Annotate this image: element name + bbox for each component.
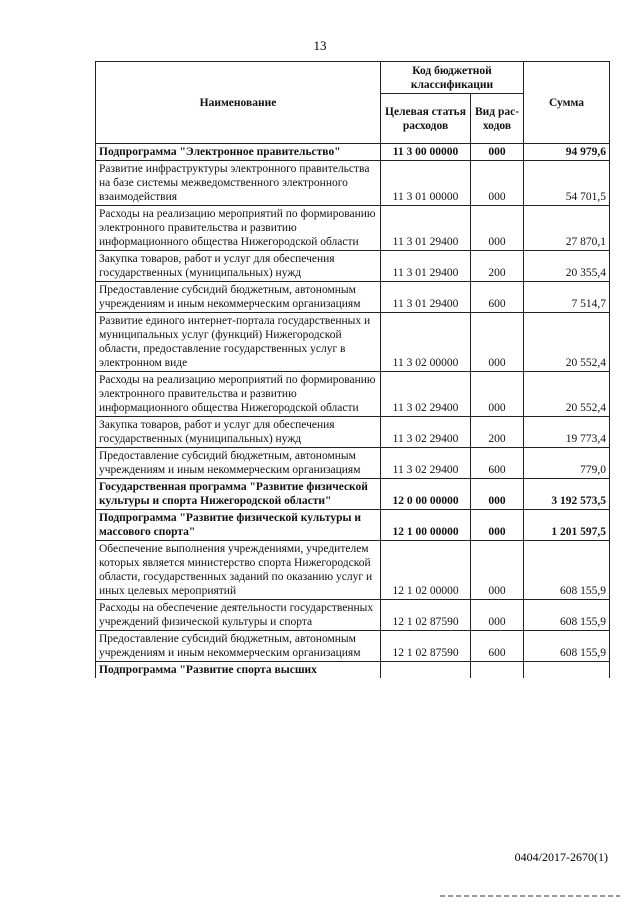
cell-amount: 7 514,7	[524, 282, 610, 313]
table-row	[96, 479, 610, 510]
cell-expense-type: 000	[471, 541, 524, 600]
cell-target-article: 12 1 00 00000	[381, 510, 471, 541]
cell-amount: 20 552,4	[524, 313, 610, 372]
cell-target-article: 11 3 01 29400	[381, 282, 471, 313]
header-code-group: Код бюджетной классификации	[381, 62, 524, 94]
cell-expense-type: 000	[471, 206, 524, 251]
cell-amount	[524, 662, 610, 679]
cell-target-article: 11 3 02 00000	[381, 313, 471, 372]
cell-target-article: 12 1 02 00000	[381, 541, 471, 600]
table-row	[96, 282, 610, 313]
cell-expense-type: 200	[471, 251, 524, 282]
header-name: Наименование	[96, 62, 381, 144]
cell-amount: 608 155,9	[524, 631, 610, 662]
table-row	[96, 510, 610, 541]
budget-table	[95, 61, 610, 678]
cell-amount: 94 979,6	[524, 144, 610, 161]
cell-amount: 27 870,1	[524, 206, 610, 251]
cell-target-article: 11 3 02 29400	[381, 417, 471, 448]
cell-name: Расходы на обеспечение деятельности государственных учреждений физической культуры и спорта	[96, 600, 381, 631]
cell-target-article: 12 1 02 87590	[381, 631, 471, 662]
cell-amount: 1 201 597,5	[524, 510, 610, 541]
page-number: 13	[313, 38, 327, 53]
cell-target-article: 11 3 02 29400	[381, 448, 471, 479]
cell-target-article: 11 3 02 29400	[381, 372, 471, 417]
cell-name: Государственная программа "Развитие физической культуры и спорта Нижегородской области"	[96, 479, 381, 510]
table-row	[96, 662, 610, 679]
table-row	[96, 206, 610, 251]
cell-expense-type: 000	[471, 479, 524, 510]
cell-amount: 3 192 573,5	[524, 479, 610, 510]
cell-expense-type: 000	[471, 313, 524, 372]
document-code: 0404/2017-2670(1)	[514, 850, 608, 864]
cell-target-article: 12 0 00 00000	[381, 479, 471, 510]
cell-amount: 19 773,4	[524, 417, 610, 448]
cell-target-article: 11 3 01 29400	[381, 251, 471, 282]
cell-expense-type: 000	[471, 161, 524, 206]
table-row	[96, 600, 610, 631]
table-row	[96, 161, 610, 206]
cell-expense-type: 200	[471, 417, 524, 448]
cell-amount: 20 552,4	[524, 372, 610, 417]
cell-target-article: 11 3 01 00000	[381, 161, 471, 206]
table-row	[96, 251, 610, 282]
cell-name: Обеспечение выполнения учреждениями, учредителем которых является министерство спорта Нижегородской области, государственных заданий по оказанию услуг и иных целевых мероприятий	[96, 541, 381, 600]
header-expense-type: Вид рас-ходов	[471, 94, 524, 144]
cell-name: Предоставление субсидий бюджетным, автономным учреждениям и иным некоммерческим организациям	[96, 631, 381, 662]
table-body	[96, 144, 610, 679]
cell-name: Предоставление субсидий бюджетным, автономным учреждениям и иным некоммерческим организациям	[96, 282, 381, 313]
cell-expense-type: 000	[471, 372, 524, 417]
footer-stamp-mark	[440, 893, 620, 899]
table-row	[96, 144, 610, 161]
table-row	[96, 448, 610, 479]
cell-name: Подпрограмма "Электронное правительство"	[96, 144, 381, 161]
cell-name: Расходы на реализацию мероприятий по формированию электронного правительства и развитию информационного общества Нижегородской области	[96, 372, 381, 417]
table-header	[96, 62, 610, 144]
cell-name: Закупка товаров, работ и услуг для обеспечения государственных (муниципальных) нужд	[96, 417, 381, 448]
cell-name: Развитие инфраструктуры электронного правительства на базе системы межведомственного электронного взаимодействия	[96, 161, 381, 206]
cell-amount: 54 701,5	[524, 161, 610, 206]
cell-target-article: 11 3 00 00000	[381, 144, 471, 161]
cell-name: Подпрограмма "Развитие спорта высших	[96, 662, 381, 679]
cell-expense-type: 000	[471, 510, 524, 541]
cell-name: Закупка товаров, работ и услуг для обеспечения государственных (муниципальных) нужд	[96, 251, 381, 282]
cell-amount: 608 155,9	[524, 600, 610, 631]
cell-target-article: 12 1 02 87590	[381, 600, 471, 631]
cell-name: Предоставление субсидий бюджетным, автономным учреждениям и иным некоммерческим организациям	[96, 448, 381, 479]
cell-name: Развитие единого интернет-портала государственных и муниципальных услуг (функций) Нижегородской области, предоставление государственных услуг в электронном виде	[96, 313, 381, 372]
table-row	[96, 417, 610, 448]
cell-amount: 608 155,9	[524, 541, 610, 600]
cell-target-article: 11 3 01 29400	[381, 206, 471, 251]
cell-amount: 779,0	[524, 448, 610, 479]
cell-expense-type	[471, 662, 524, 679]
cell-name: Расходы на реализацию мероприятий по формированию электронного правительства и развитию информационного общества Нижегородской области	[96, 206, 381, 251]
cell-target-article	[381, 662, 471, 679]
table-row	[96, 631, 610, 662]
table-row	[96, 372, 610, 417]
cell-amount: 20 355,4	[524, 251, 610, 282]
header-amount: Сумма	[524, 62, 610, 144]
table-row	[96, 541, 610, 600]
cell-expense-type: 600	[471, 448, 524, 479]
cell-expense-type: 600	[471, 631, 524, 662]
cell-expense-type: 000	[471, 144, 524, 161]
cell-expense-type: 000	[471, 600, 524, 631]
cell-expense-type: 600	[471, 282, 524, 313]
header-target-article: Целевая статья расходов	[381, 94, 471, 144]
table-row	[96, 313, 610, 372]
cell-name: Подпрограмма "Развитие физической культуры и массового спорта"	[96, 510, 381, 541]
